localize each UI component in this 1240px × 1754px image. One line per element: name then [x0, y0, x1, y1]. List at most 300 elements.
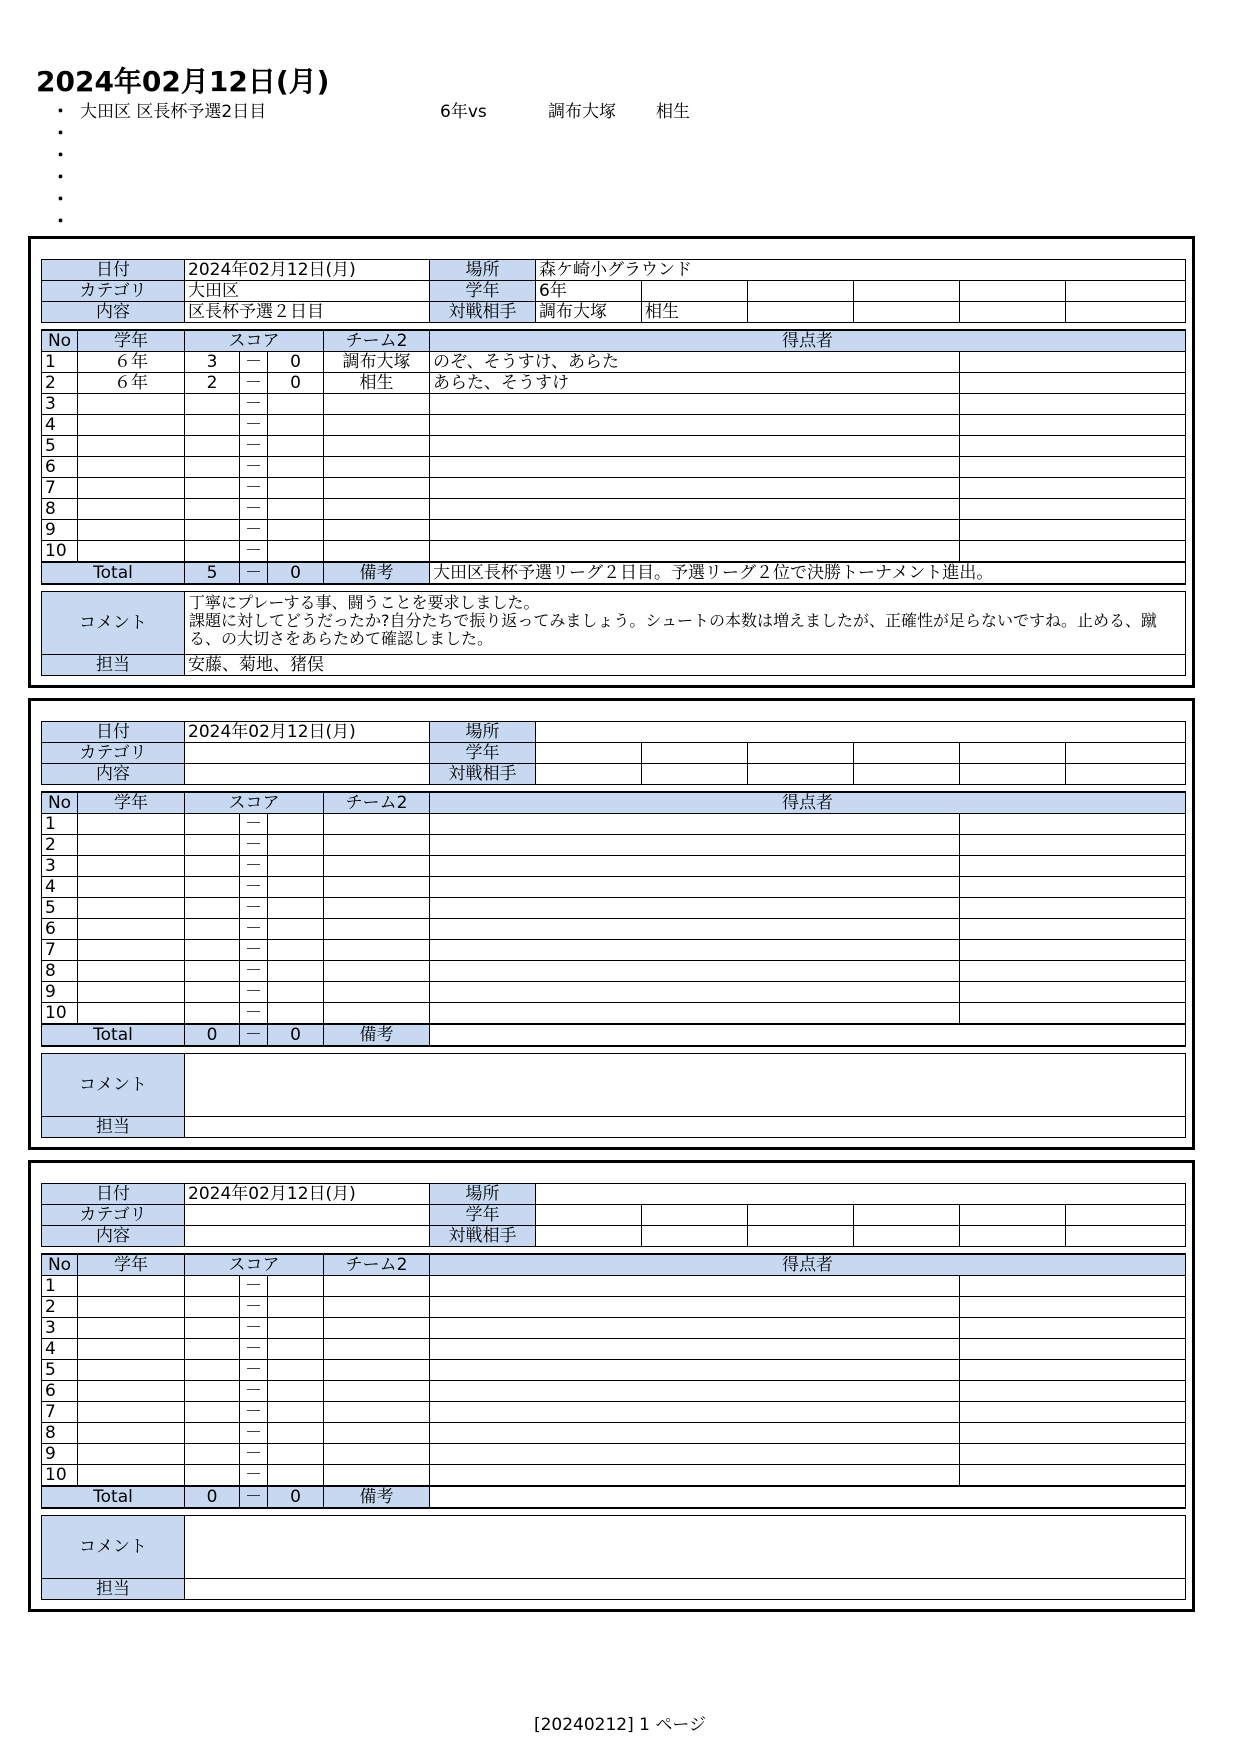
grade-header: 学年: [78, 330, 185, 352]
row-score-own: [185, 1276, 240, 1297]
date-value: 2024年02月12日(月): [185, 722, 430, 743]
row-scorers: [430, 877, 960, 898]
row-score-opp: [268, 436, 324, 457]
category-label: カテゴリ: [42, 281, 185, 302]
table-row: [42, 1402, 1186, 1423]
opponent-value: [748, 302, 854, 323]
grade-label: 学年: [430, 743, 536, 764]
date-value: 2024年02月12日(月): [185, 1184, 430, 1205]
row-scorers: [430, 835, 960, 856]
total-score-opp: 0: [268, 1024, 324, 1046]
table-row: [42, 856, 1186, 877]
opponent-value: [1066, 302, 1186, 323]
grade-extra: [1066, 743, 1186, 764]
row-team2: [324, 877, 430, 898]
total-score-opp: 0: [268, 1486, 324, 1508]
row-scorers-extra: [960, 520, 1186, 541]
grade-extra: [748, 281, 854, 302]
row-no: 5: [42, 1360, 78, 1381]
content-label: 内容: [42, 764, 185, 785]
staff-label: 担当: [42, 1579, 185, 1600]
row-score-own: [185, 520, 240, 541]
opponent-value: [960, 764, 1066, 785]
staff-value: [185, 1579, 1186, 1600]
total-label: Total: [42, 1486, 185, 1508]
row-scorers: [430, 982, 960, 1003]
grade-extra: [960, 281, 1066, 302]
team2-header: チーム2: [324, 330, 430, 352]
row-team2: [324, 1402, 430, 1423]
row-grade: [78, 1339, 185, 1360]
row-scorers: [430, 499, 960, 520]
row-grade: [78, 961, 185, 982]
total-score-own: 0: [185, 1486, 240, 1508]
row-score-opp: 0: [268, 352, 324, 373]
date-label: 日付: [42, 1184, 185, 1205]
row-score-opp: [268, 877, 324, 898]
row-no: 1: [42, 1276, 78, 1297]
row-score-own: [185, 835, 240, 856]
bullet-mark: ・: [52, 123, 69, 144]
row-team2: [324, 856, 430, 877]
row-score-own: [185, 940, 240, 961]
scorers-header: 得点者: [430, 792, 1186, 814]
content-value: [185, 1226, 430, 1247]
row-grade: [78, 478, 185, 499]
opponent-value: [854, 1226, 960, 1247]
row-scorers: [430, 457, 960, 478]
row-scorers: あらた、そうすけ: [430, 373, 960, 394]
row-no: 5: [42, 898, 78, 919]
grade-extra: [854, 743, 960, 764]
row-team2: [324, 1360, 430, 1381]
row-no: 9: [42, 1444, 78, 1465]
row-score-own: 3: [185, 352, 240, 373]
score-dash: －: [240, 457, 268, 478]
row-score-opp: [268, 1360, 324, 1381]
row-team2: [324, 1444, 430, 1465]
row-team2: [324, 520, 430, 541]
bullet-grade-vs: 6年vs: [440, 101, 487, 122]
remarks-value: [430, 1486, 1186, 1508]
row-score-own: [185, 1360, 240, 1381]
row-team2: [324, 1003, 430, 1025]
record-info-table: [41, 721, 1186, 785]
row-score-opp: [268, 1423, 324, 1444]
row-score-opp: [268, 1381, 324, 1402]
comment-value: 丁寧にプレーする事、闘うことを要求しました。 課題に対してどうだったか?自分たちで振り返ってみましょう。シュートの本数は増えましたが、正確性が足らないですね。止める、蹴る、の大切さをあらためて確認しました。: [185, 592, 1186, 655]
score-dash: －: [240, 835, 268, 856]
opponent-label: 対戦相手: [430, 302, 536, 323]
row-score-opp: [268, 835, 324, 856]
grade-label: 学年: [430, 281, 536, 302]
row-team2: [324, 1339, 430, 1360]
opponent-value: [748, 764, 854, 785]
row-team2: [324, 1465, 430, 1487]
row-scorers-extra: [960, 898, 1186, 919]
score-dash: －: [240, 352, 268, 373]
remarks-label: 備考: [324, 562, 430, 584]
row-no: 8: [42, 499, 78, 520]
row-scorers: [430, 1423, 960, 1444]
grade-extra: [642, 743, 748, 764]
grade-value: 6年: [536, 281, 642, 302]
row-grade: [78, 856, 185, 877]
grade-extra: [748, 1205, 854, 1226]
table-row: [42, 877, 1186, 898]
row-grade: [78, 394, 185, 415]
row-no: 2: [42, 835, 78, 856]
row-score-own: [185, 919, 240, 940]
score-dash: －: [240, 1339, 268, 1360]
table-row: [42, 478, 1186, 499]
row-no: 9: [42, 520, 78, 541]
row-score-opp: [268, 415, 324, 436]
row-grade: [78, 982, 185, 1003]
row-team2: [324, 898, 430, 919]
opponent-label: 対戦相手: [430, 764, 536, 785]
row-grade: [78, 835, 185, 856]
category-value: [185, 743, 430, 764]
remarks-label: 備考: [324, 1024, 430, 1046]
table-row: [42, 373, 1186, 394]
row-score-opp: [268, 940, 324, 961]
row-scorers-extra: [960, 961, 1186, 982]
summary-bullet: [52, 98, 952, 120]
row-scorers-extra: [960, 415, 1186, 436]
table-row: [42, 1003, 1186, 1025]
grade-extra: [1066, 281, 1186, 302]
row-scorers-extra: [960, 1297, 1186, 1318]
row-no: 4: [42, 1339, 78, 1360]
page-title: 2024年02月12日(月): [36, 65, 330, 98]
row-score-opp: [268, 1318, 324, 1339]
row-score-own: [185, 1003, 240, 1025]
row-score-own: [185, 898, 240, 919]
team2-header: チーム2: [324, 792, 430, 814]
row-score-opp: [268, 499, 324, 520]
row-score-opp: [268, 1276, 324, 1297]
row-scorers: [430, 1339, 960, 1360]
row-scorers: [430, 1444, 960, 1465]
row-grade: [78, 1360, 185, 1381]
score-dash: －: [240, 877, 268, 898]
category-value: 大田区: [185, 281, 430, 302]
row-score-opp: [268, 394, 324, 415]
place-label: 場所: [430, 260, 536, 281]
row-scorers: [430, 1297, 960, 1318]
row-no: 3: [42, 394, 78, 415]
row-scorers-extra: [960, 814, 1186, 835]
table-row: [42, 415, 1186, 436]
table-row: [42, 1297, 1186, 1318]
grade-extra: [1066, 1205, 1186, 1226]
opponent-value: [642, 1226, 748, 1247]
table-row: [42, 961, 1186, 982]
score-header: スコア: [185, 792, 324, 814]
opponent-value: [536, 1226, 642, 1247]
date-label: 日付: [42, 260, 185, 281]
row-score-own: [185, 1297, 240, 1318]
row-score-own: [185, 961, 240, 982]
table-row: [42, 919, 1186, 940]
summary-bullet: [52, 186, 952, 208]
row-no: 2: [42, 373, 78, 394]
row-score-opp: [268, 1003, 324, 1025]
date-value: 2024年02月12日(月): [185, 260, 430, 281]
row-scorers-extra: [960, 835, 1186, 856]
row-score-opp: [268, 919, 324, 940]
row-team2: [324, 814, 430, 835]
row-score-opp: [268, 814, 324, 835]
row-team2: [324, 982, 430, 1003]
opponent-value: [642, 764, 748, 785]
team2-header: チーム2: [324, 1254, 430, 1276]
table-row: [42, 352, 1186, 373]
row-scorers-extra: [960, 1423, 1186, 1444]
row-team2: [324, 1423, 430, 1444]
row-score-opp: [268, 1339, 324, 1360]
table-row: [42, 940, 1186, 961]
row-grade: [78, 499, 185, 520]
content-label: 内容: [42, 1226, 185, 1247]
row-grade: [78, 520, 185, 541]
score-dash: －: [240, 1360, 268, 1381]
table-row: [42, 1444, 1186, 1465]
no-header: No: [42, 1254, 78, 1276]
remarks-value: 大田区長杯予選リーグ２日目。予選リーグ２位で決勝トーナメント進出。: [430, 562, 1186, 584]
score-table: [41, 1253, 1186, 1509]
row-team2: [324, 961, 430, 982]
score-dash: －: [240, 1318, 268, 1339]
score-dash: －: [240, 1381, 268, 1402]
row-scorers-extra: [960, 940, 1186, 961]
row-score-opp: [268, 1297, 324, 1318]
row-scorers: [430, 1402, 960, 1423]
row-scorers-extra: [960, 982, 1186, 1003]
row-scorers: [430, 520, 960, 541]
summary-bullet: [52, 208, 952, 230]
summary-bullet: [52, 164, 952, 186]
score-dash: －: [240, 982, 268, 1003]
row-score-own: [185, 1465, 240, 1487]
row-scorers: [430, 940, 960, 961]
row-team2: 相生: [324, 373, 430, 394]
row-no: 8: [42, 961, 78, 982]
row-grade: [78, 919, 185, 940]
score-dash: －: [240, 1276, 268, 1297]
row-scorers: [430, 541, 960, 563]
score-dash: －: [240, 1003, 268, 1025]
total-score-opp: 0: [268, 562, 324, 584]
row-team2: [324, 457, 430, 478]
row-scorers: [430, 478, 960, 499]
row-scorers-extra: [960, 1276, 1186, 1297]
table-row: [42, 1339, 1186, 1360]
no-header: No: [42, 792, 78, 814]
opponent-value: 相生: [642, 302, 748, 323]
row-score-opp: 0: [268, 373, 324, 394]
game-record-card: [28, 698, 1195, 1150]
row-no: 6: [42, 1381, 78, 1402]
row-no: 2: [42, 1297, 78, 1318]
place-label: 場所: [430, 722, 536, 743]
row-grade: [78, 877, 185, 898]
row-scorers-extra: [960, 394, 1186, 415]
row-scorers: [430, 898, 960, 919]
row-team2: [324, 1318, 430, 1339]
row-no: 7: [42, 1402, 78, 1423]
row-no: 6: [42, 457, 78, 478]
row-score-opp: [268, 982, 324, 1003]
row-score-own: [185, 1444, 240, 1465]
row-scorers: [430, 1276, 960, 1297]
record-info-table: [41, 1183, 1186, 1247]
score-dash: －: [240, 898, 268, 919]
row-scorers-extra: [960, 373, 1186, 394]
row-scorers-extra: [960, 499, 1186, 520]
row-team2: [324, 436, 430, 457]
row-score-own: [185, 415, 240, 436]
score-dash: －: [240, 415, 268, 436]
score-table: [41, 791, 1186, 1047]
row-grade: ６年: [78, 352, 185, 373]
row-grade: [78, 814, 185, 835]
bullet-opponent-2: 相生: [656, 101, 690, 122]
game-record-card: [28, 1160, 1195, 1612]
score-header: スコア: [185, 1254, 324, 1276]
row-score-own: [185, 1381, 240, 1402]
row-no: 7: [42, 940, 78, 961]
staff-label: 担当: [42, 655, 185, 676]
row-scorers-extra: [960, 1339, 1186, 1360]
table-row: [42, 541, 1186, 563]
score-dash: －: [240, 814, 268, 835]
total-score-own: 5: [185, 562, 240, 584]
row-score-opp: [268, 856, 324, 877]
bullet-text: 大田区 区長杯予選2日目: [80, 101, 267, 122]
row-no: 1: [42, 352, 78, 373]
score-table: [41, 329, 1186, 585]
row-team2: [324, 835, 430, 856]
table-row: [42, 898, 1186, 919]
row-grade: [78, 1297, 185, 1318]
row-scorers-extra: [960, 1402, 1186, 1423]
row-grade: [78, 1276, 185, 1297]
row-no: 10: [42, 1465, 78, 1487]
opponent-label: 対戦相手: [430, 1226, 536, 1247]
comment-label: コメント: [42, 1516, 185, 1579]
row-no: 6: [42, 919, 78, 940]
score-dash: －: [240, 940, 268, 961]
row-scorers-extra: [960, 1360, 1186, 1381]
bullet-mark: ・: [52, 167, 69, 188]
row-scorers-extra: [960, 1381, 1186, 1402]
row-team2: [324, 1276, 430, 1297]
row-score-own: [185, 1423, 240, 1444]
grade-value: [536, 1205, 642, 1226]
summary-bullet-list: [52, 98, 952, 230]
scorers-header: 得点者: [430, 330, 1186, 352]
table-row: [42, 1423, 1186, 1444]
row-grade: [78, 457, 185, 478]
total-score-own: 0: [185, 1024, 240, 1046]
row-team2: 調布大塚: [324, 352, 430, 373]
row-scorers: [430, 1381, 960, 1402]
score-dash: －: [240, 562, 268, 584]
row-scorers: [430, 415, 960, 436]
row-no: 1: [42, 814, 78, 835]
staff-value: 安藤、菊地、猪俣: [185, 655, 1186, 676]
score-header: スコア: [185, 330, 324, 352]
score-dash: －: [240, 1402, 268, 1423]
opponent-value: 調布大塚: [536, 302, 642, 323]
row-score-own: [185, 814, 240, 835]
place-value: [536, 722, 1186, 743]
row-team2: [324, 499, 430, 520]
date-label: 日付: [42, 722, 185, 743]
bullet-mark: ・: [52, 189, 69, 210]
opponent-value: [854, 764, 960, 785]
table-row: [42, 835, 1186, 856]
row-score-opp: [268, 541, 324, 563]
row-scorers: [430, 1003, 960, 1025]
row-team2: [324, 541, 430, 563]
row-scorers: [430, 1465, 960, 1487]
row-score-own: [185, 457, 240, 478]
score-dash: －: [240, 1465, 268, 1487]
bullet-opponent-1: 調布大塚: [548, 101, 616, 122]
grade-extra: [642, 281, 748, 302]
content-value: [185, 764, 430, 785]
row-no: 5: [42, 436, 78, 457]
row-no: 10: [42, 1003, 78, 1025]
place-value: [536, 1184, 1186, 1205]
score-dash: －: [240, 1423, 268, 1444]
table-row: [42, 457, 1186, 478]
grade-label: 学年: [430, 1205, 536, 1226]
row-grade: [78, 898, 185, 919]
row-grade: [78, 1402, 185, 1423]
row-scorers-extra: [960, 1003, 1186, 1025]
scorers-header: 得点者: [430, 1254, 1186, 1276]
row-scorers-extra: [960, 1318, 1186, 1339]
row-scorers-extra: [960, 457, 1186, 478]
row-score-own: [185, 541, 240, 563]
grade-extra: [642, 1205, 748, 1226]
table-row: [42, 1276, 1186, 1297]
comment-table: [41, 1053, 1186, 1138]
grade-extra: [960, 743, 1066, 764]
table-row: [42, 1318, 1186, 1339]
grade-header: 学年: [78, 1254, 185, 1276]
game-record-card: [28, 236, 1195, 688]
opponent-value: [748, 1226, 854, 1247]
opponent-value: [536, 764, 642, 785]
row-team2: [324, 1297, 430, 1318]
row-scorers-extra: [960, 1465, 1186, 1487]
row-scorers-extra: [960, 856, 1186, 877]
content-value: 区長杯予選２日目: [185, 302, 430, 323]
score-dash: －: [240, 1486, 268, 1508]
score-dash: －: [240, 373, 268, 394]
row-score-own: [185, 1402, 240, 1423]
row-grade: [78, 1465, 185, 1487]
row-grade: [78, 1444, 185, 1465]
remarks-value: [430, 1024, 1186, 1046]
grade-value: [536, 743, 642, 764]
row-grade: ６年: [78, 373, 185, 394]
